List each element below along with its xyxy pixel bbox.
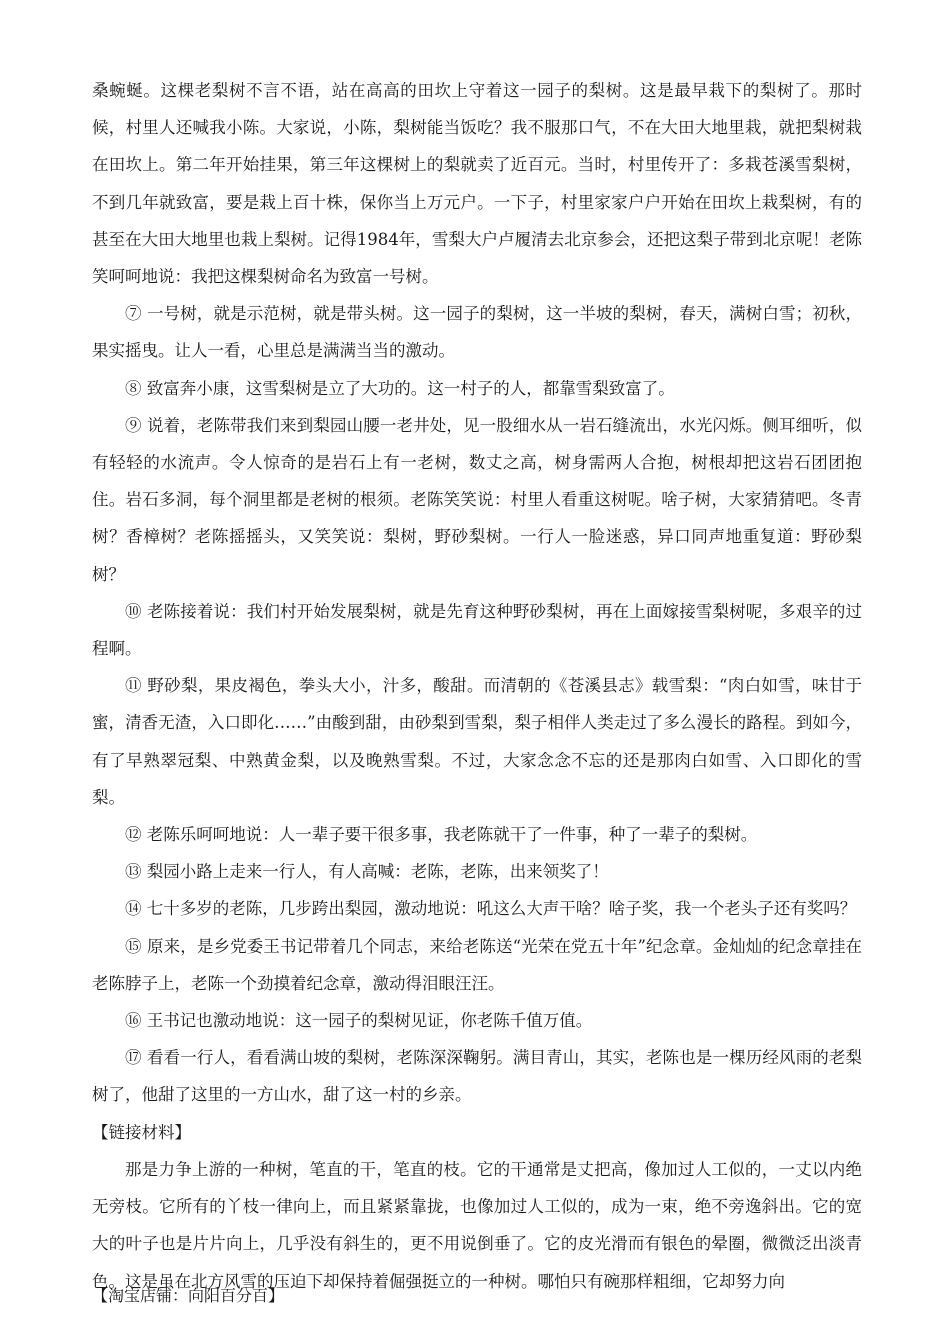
paragraph-11: ⑪ 野砂梨，果皮褐色，拳头大小，汁多，酸甜。而清朝的《苍溪县志》载雪梨：“肉白如雪，味甘于蜜，清香无渣，入口即化……”由酸到甜，由砂梨到雪梨，梨子相伴人类走过了多么漫长的路程。到如今，有了早熟翠冠梨、中熟黄金梨，以及晚熟雪梨。不过，大家念念不忘的还是那肉白如雪、入口即化的雪梨。 [92,676,862,807]
link-material-heading: 【链接材料】 [92,1122,191,1142]
paragraph-14: ⑭ 七十多岁的老陈，几步跨出梨园，激动地说：吼这么大声干啥？啥子奖，我一个老头子还有奖吗？ [125,899,857,919]
paragraph-6-continued: 桑蜿蜒。这棵老梨树不言不语，站在高高的田坎上守着这一园子的梨树。这是最早栽下的梨树了。那时候，村里人还喊我小陈。大家说，小陈，梨树能当饭吃？我不服那口气，不在大田大地里栽，就把梨树栽在田坎上。第二年开始挂果，第三年这棵树上的梨就卖了近百元。当时，村里传开了：多栽苍溪雪梨树，不到几年就致富，要是栽上百十株，保你当上万元户。一下子，村里家家户户开始在田坎上栽梨树，有的甚至在大田大地里也栽上梨树。记得1984年，雪梨大户卢履清去北京参会，还把这梨子带到北京呢！老陈笑呵呵地说：我把这棵梨树命名为致富一号树。 [92,81,862,287]
link-material-paragraph: 那是力争上游的一种树，笔直的干，笔直的枝。它的干通常是丈把高，像加过人工似的，一丈以内绝无旁枝。它所有的丫枝一律向上，而且紧紧靠拢，也像加过人工似的，成为一束，绝不旁逸斜出。它的宽大的叶子也是片片向上，几乎没有斜生的，更不用说倒垂了。它的皮光滑而有银色的晕圈，微微泛出淡青色。这是虽在北方风雪的压迫下却保持着倔强挺立的一种树。哪怕只有碗那样粗细，它却努力向 [92,1159,862,1291]
paragraph-12: ⑫ 老陈乐呵呵地说：人一辈子要干很多事，我老陈就干了一件事，种了一辈子的梨树。 [125,825,758,845]
article-body [92,72,862,1300]
paragraph-8: ⑧ 致富奔小康，这雪梨树是立了大功的。这一村子的人，都靠雪梨致富了。 [125,378,675,398]
paragraph-16: ⑯ 王书记也激动地说：这一园子的梨树见证，你老陈千值万值。 [125,1011,593,1031]
shop-footer: 【淘宝店铺：向阳百分百】 [92,1286,285,1305]
paragraph-9: ⑨ 说着，老陈带我们来到梨园山腰一老井处，见一股细水从一岩石缝流出，水光闪烁。侧耳细听，似有轻轻的水流声。令人惊奇的是岩石上有一老树，数丈之高，树身需两人合抱，树根却把这岩石团团抱住。岩石多洞，每个洞里都是老树的根须。老陈笑笑说：村里人看重这树呢。啥子树，大家猜猜吧。冬青树？香樟树？老陈摇摇头，又笑笑说：梨树，野砂梨树。一行人一脸迷惑，异口同声地重复道：野砂梨树？ [92,415,862,584]
paragraph-17: ⑰ 看看一行人，看看满山坡的梨树，老陈深深鞠躬。满目青山，其实，老陈也是一棵历经风雨的老梨树了，他甜了这里的一方山水，甜了这一村的乡亲。 [92,1048,862,1105]
paragraph-10: ⑩ 老陈接着说：我们村开始发展梨树，就是先育这种野砂梨树，再在上面嫁接雪梨树呢，多艰辛的过程啊。 [92,601,862,659]
paragraph-13: ⑬ 梨园小路上走来一行人，有人高喊：老陈，老陈，出来领奖了！ [125,862,609,882]
paragraph-7: ⑦ 一号树，就是示范树，就是带头树。这一园子的梨树，这一半坡的梨树，春天，满树白雪；初秋，果实摇曳。让人一看，心里总是满满当当的激动。 [92,304,862,361]
paragraph-15: ⑮ 原来，是乡党委王书记带着几个同志，来给老陈送“光荣在党五十年”纪念章。金灿灿的纪念章挂在老陈脖子上，老陈一个劲摸着纪念章，激动得泪眼汪汪。 [92,936,862,993]
